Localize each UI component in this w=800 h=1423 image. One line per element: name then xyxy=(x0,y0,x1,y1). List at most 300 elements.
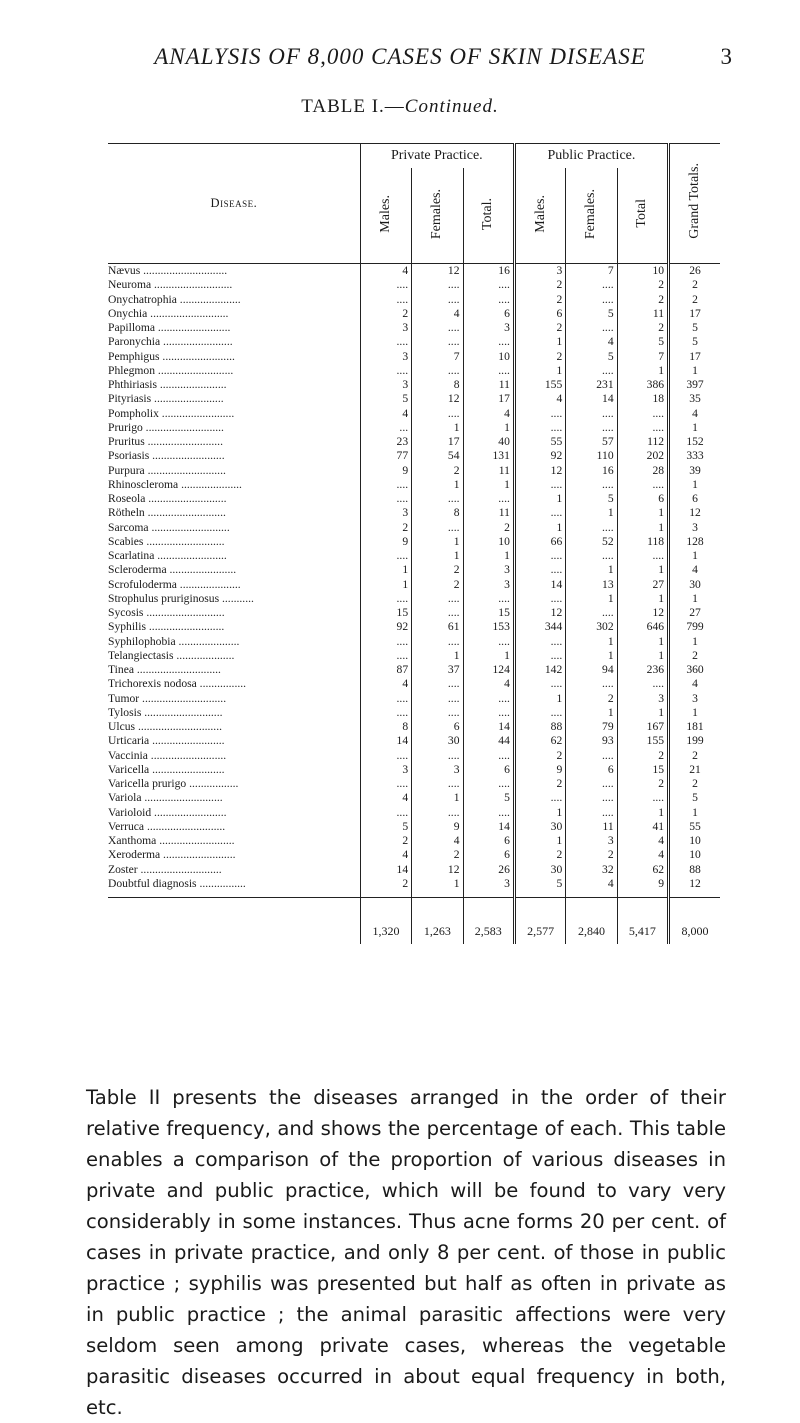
private-males-cell: 3 xyxy=(360,506,411,520)
public-males-cell: 62 xyxy=(514,734,565,748)
private-males-cell: 4 xyxy=(360,848,411,862)
private-total-cell: 4 xyxy=(463,407,514,421)
disease-name: Scleroderma ....................... xyxy=(108,563,237,577)
public-females-cell: 16 xyxy=(566,464,617,478)
public-males-cell: 142 xyxy=(514,663,565,677)
grand-total-cell: 12 xyxy=(669,877,720,891)
disease-name: Nævus ............................. xyxy=(108,264,228,278)
private-total-cell: .... xyxy=(463,706,514,720)
private-females-cell: 12 xyxy=(412,392,463,406)
private-males-cell: ... xyxy=(360,421,411,435)
disease-name: Roseola ........................... xyxy=(108,492,227,506)
public-females-cell: .... xyxy=(566,321,617,335)
public-males-cell: 2 xyxy=(514,350,565,364)
private-males-cell: 1 xyxy=(360,563,411,577)
private-females-cell: 2 xyxy=(412,464,463,478)
disease-table xyxy=(108,143,720,944)
public-females-cell: 231 xyxy=(566,378,617,392)
private-females-cell: 1 xyxy=(412,535,463,549)
table-row xyxy=(108,578,720,592)
public-females-cell: 1 xyxy=(566,706,617,720)
private-total-cell: 4 xyxy=(463,677,514,691)
private-total-cell: 1 xyxy=(463,478,514,492)
private-females-cell: .... xyxy=(412,749,463,763)
public-females-cell: 7 xyxy=(566,264,617,279)
private-females-cell: 2 xyxy=(412,578,463,592)
private-males-cell: 4 xyxy=(360,407,411,421)
table-row xyxy=(108,464,720,478)
private-females-cell: 1 xyxy=(412,791,463,805)
table-row xyxy=(108,791,720,805)
public-females-cell: 5 xyxy=(566,492,617,506)
public-males-cell: 9 xyxy=(514,763,565,777)
private-females-cell: 2 xyxy=(412,848,463,862)
public-total-cell: 2 xyxy=(617,293,668,307)
grand-total-cell: 3 xyxy=(669,692,720,706)
public-females-cell: 3 xyxy=(566,834,617,848)
grand-total-cell: 17 xyxy=(669,307,720,321)
private-males-cell: 3 xyxy=(360,378,411,392)
grand-total-cell: 360 xyxy=(669,663,720,677)
public-females-cell: 1 xyxy=(566,649,617,663)
private-total-cell: 6 xyxy=(463,848,514,862)
public-total-cell: 2 xyxy=(617,749,668,763)
private-total-cell: 17 xyxy=(463,392,514,406)
private-total-cell: 26 xyxy=(463,863,514,877)
disease-name: Xanthoma .......................... xyxy=(108,834,235,848)
public-males-cell: 30 xyxy=(514,820,565,834)
disease-name: Paronychia ........................ xyxy=(108,335,233,349)
table-row xyxy=(108,649,720,663)
table-row xyxy=(108,506,720,520)
grand-total-cell: 21 xyxy=(669,763,720,777)
private-total-cell: 1 xyxy=(463,649,514,663)
public-females-cell: .... xyxy=(566,521,617,535)
private-females-cell: .... xyxy=(412,321,463,335)
public-females-cell: .... xyxy=(566,749,617,763)
private-females-cell: 8 xyxy=(412,506,463,520)
private-males-cell: .... xyxy=(360,635,411,649)
private-females-cell: 12 xyxy=(412,264,463,279)
grand-total-cell: 2 xyxy=(669,777,720,791)
public-females-cell: 1 xyxy=(566,506,617,520)
table-row xyxy=(108,763,720,777)
grand-total-cell: 4 xyxy=(669,407,720,421)
grand-total-cell: 6 xyxy=(669,492,720,506)
disease-name: Rötheln ........................... xyxy=(108,506,226,520)
grand-total-cell: 10 xyxy=(669,834,720,848)
public-total-cell: 1 xyxy=(617,563,668,577)
private-total-cell: 14 xyxy=(463,820,514,834)
table-row xyxy=(108,635,720,649)
private-males-cell: 92 xyxy=(360,620,411,634)
public-total-cell: 1 xyxy=(617,521,668,535)
private-females-cell: .... xyxy=(412,293,463,307)
private-total-cell: 1 xyxy=(463,549,514,563)
public-males-cell: 1 xyxy=(514,806,565,820)
disease-name: Syphilis .......................... xyxy=(108,620,225,634)
public-males-cell: .... xyxy=(514,478,565,492)
private-total-cell: .... xyxy=(463,692,514,706)
grand-total-total: 8,000 xyxy=(669,898,720,945)
disease-name: Ulcus ............................. xyxy=(108,720,223,734)
public-males-cell: 14 xyxy=(514,578,565,592)
private-females-cell: 1 xyxy=(412,649,463,663)
private-total-cell: 14 xyxy=(463,720,514,734)
public-total-cell: 1 xyxy=(617,806,668,820)
table-row xyxy=(108,606,720,620)
disease-name: Varicella prurigo ................. xyxy=(108,777,239,791)
public-males-cell: .... xyxy=(514,706,565,720)
disease-name: Trichorexis nodosa ................ xyxy=(108,677,247,691)
public-total-cell: .... xyxy=(617,677,668,691)
grand-total-cell: 333 xyxy=(669,449,720,463)
public-males-cell: 1 xyxy=(514,692,565,706)
public-males-cell: 4 xyxy=(514,392,565,406)
public-males-cell: .... xyxy=(514,649,565,663)
public-females-cell: 14 xyxy=(566,392,617,406)
private-females-cell: .... xyxy=(412,492,463,506)
private-total-cell: .... xyxy=(463,335,514,349)
grand-totals-label: Grand Totals. xyxy=(687,163,703,239)
public-females-cell: 11 xyxy=(566,820,617,834)
page-number: 3 xyxy=(720,44,732,69)
private-males-cell: 87 xyxy=(360,663,411,677)
private-females-cell: .... xyxy=(412,706,463,720)
public-total-cell: .... xyxy=(617,478,668,492)
private-females-cell: .... xyxy=(412,606,463,620)
private-total-cell: .... xyxy=(463,492,514,506)
disease-name: Zoster ............................ xyxy=(108,862,222,876)
disease-name: Rhinoscleroma ..................... xyxy=(108,477,242,491)
public-males-cell: 344 xyxy=(514,620,565,634)
public-males-cell: .... xyxy=(514,635,565,649)
public-females-cell: 52 xyxy=(566,535,617,549)
disease-name: Pityriasis ........................ xyxy=(108,392,224,406)
public-males-cell: .... xyxy=(514,549,565,563)
public-females-cell: .... xyxy=(566,806,617,820)
private-total-cell: 5 xyxy=(463,791,514,805)
public-males-cell: 2 xyxy=(514,848,565,862)
public-females-cell: 5 xyxy=(566,307,617,321)
disease-name: Purpura ........................... xyxy=(108,463,226,477)
public-females-cell: 57 xyxy=(566,435,617,449)
table-row xyxy=(108,293,720,307)
grand-total-cell: 2 xyxy=(669,749,720,763)
private-females-cell: .... xyxy=(412,364,463,378)
grand-total-cell: 3 xyxy=(669,521,720,535)
private-males-cell: 4 xyxy=(360,264,411,279)
table-title-continued: Continued. xyxy=(404,96,499,117)
public-females-cell: 2 xyxy=(566,848,617,862)
table-row xyxy=(108,820,720,834)
private-males-cell: 5 xyxy=(360,392,411,406)
public-total-cell: 155 xyxy=(617,734,668,748)
private-total-cell: 2 xyxy=(463,521,514,535)
private-females-total: 1,263 xyxy=(412,898,463,945)
public-males-cell: .... xyxy=(514,421,565,435)
grand-total-cell: 27 xyxy=(669,606,720,620)
table-row xyxy=(108,692,720,706)
grand-total-cell: 799 xyxy=(669,620,720,634)
private-total-cell: 6 xyxy=(463,834,514,848)
private-total-cell: 153 xyxy=(463,620,514,634)
public-males-cell: 3 xyxy=(514,264,565,279)
private-males-cell: 14 xyxy=(360,863,411,877)
private-females-cell: 3 xyxy=(412,763,463,777)
disease-name: Scarlatina ........................ xyxy=(108,549,227,563)
private-males-cell: 4 xyxy=(360,677,411,691)
public-total-cell: 386 xyxy=(617,378,668,392)
private-females-cell: .... xyxy=(412,592,463,606)
disease-name: Scrofuloderma ..................... xyxy=(108,577,241,591)
public-males-total: 2,577 xyxy=(514,898,565,945)
public-males-cell: 12 xyxy=(514,606,565,620)
public-total-cell: 1 xyxy=(617,706,668,720)
public-total-cell: 1 xyxy=(617,635,668,649)
public-total-cell: 27 xyxy=(617,578,668,592)
private-females-cell: .... xyxy=(412,521,463,535)
public-females-cell: .... xyxy=(566,407,617,421)
table-row xyxy=(108,749,720,763)
private-total-cell: 11 xyxy=(463,506,514,520)
private-females-header xyxy=(412,168,463,264)
table-row xyxy=(108,492,720,506)
private-total-cell: .... xyxy=(463,364,514,378)
public-total-cell: 7 xyxy=(617,350,668,364)
public-total-cell: 646 xyxy=(617,620,668,634)
private-total-label: Total. xyxy=(480,197,496,230)
private-females-cell: 2 xyxy=(412,563,463,577)
private-males-cell: .... xyxy=(360,293,411,307)
public-females-cell: 302 xyxy=(566,620,617,634)
private-total-cell: 11 xyxy=(463,464,514,478)
private-total-cell: 3 xyxy=(463,563,514,577)
public-total-cell: 236 xyxy=(617,663,668,677)
private-males-total: 1,320 xyxy=(360,898,411,945)
public-females-cell: 4 xyxy=(566,877,617,891)
disease-name: Vaccinia .......................... xyxy=(108,748,227,762)
disease-name: Phlegmon .......................... xyxy=(108,363,234,377)
private-total-cell: .... xyxy=(463,635,514,649)
grand-total-cell: 55 xyxy=(669,820,720,834)
grand-total-cell: 1 xyxy=(669,364,720,378)
public-females-cell: .... xyxy=(566,278,617,292)
table-row xyxy=(108,335,720,349)
public-total-cell: 1 xyxy=(617,649,668,663)
private-males-cell: 23 xyxy=(360,435,411,449)
grand-total-cell: 2 xyxy=(669,649,720,663)
public-females-cell: 5 xyxy=(566,350,617,364)
table-row xyxy=(108,877,720,891)
table-row xyxy=(108,663,720,677)
public-males-cell: 2 xyxy=(514,777,565,791)
running-title: ANALYSIS OF 8,000 CASES OF SKIN DISEASE xyxy=(154,44,646,69)
private-females-cell: 4 xyxy=(412,307,463,321)
public-males-cell: .... xyxy=(514,592,565,606)
public-total-cell: 5 xyxy=(617,335,668,349)
private-males-cell: .... xyxy=(360,777,411,791)
grand-total-cell: 4 xyxy=(669,563,720,577)
private-males-cell: 2 xyxy=(360,877,411,891)
disease-name: Xeroderma ......................... xyxy=(108,848,236,862)
public-total-cell: .... xyxy=(617,421,668,435)
public-total-cell: 62 xyxy=(617,863,668,877)
public-females-label: Females. xyxy=(583,188,599,239)
public-males-cell: .... xyxy=(514,407,565,421)
public-males-cell: 2 xyxy=(514,278,565,292)
public-males-cell: .... xyxy=(514,506,565,520)
public-total-cell: 18 xyxy=(617,392,668,406)
public-males-cell: 1 xyxy=(514,364,565,378)
public-males-cell: .... xyxy=(514,563,565,577)
public-total-cell: .... xyxy=(617,549,668,563)
table-row xyxy=(108,350,720,364)
private-total-cell: 6 xyxy=(463,763,514,777)
private-total-cell: .... xyxy=(463,777,514,791)
public-females-cell: 13 xyxy=(566,578,617,592)
table-title-main: TABLE I.— xyxy=(301,96,405,117)
public-males-cell: 66 xyxy=(514,535,565,549)
private-males-cell: .... xyxy=(360,749,411,763)
disease-name: Verruca ........................... xyxy=(108,819,226,833)
public-females-header xyxy=(566,168,617,264)
private-total-cell: 131 xyxy=(463,449,514,463)
public-females-cell: .... xyxy=(566,549,617,563)
private-males-cell: .... xyxy=(360,706,411,720)
private-total-header xyxy=(463,168,514,264)
public-males-cell: 6 xyxy=(514,307,565,321)
disease-name: Neuroma ........................... xyxy=(108,278,233,292)
grand-total-cell: 152 xyxy=(669,435,720,449)
disease-name: Syphilophobia ..................... xyxy=(108,634,240,648)
public-males-cell: 155 xyxy=(514,378,565,392)
private-males-cell: 2 xyxy=(360,521,411,535)
public-females-cell: .... xyxy=(566,421,617,435)
private-females-cell: .... xyxy=(412,635,463,649)
public-females-cell: 1 xyxy=(566,592,617,606)
public-total-cell: .... xyxy=(617,407,668,421)
private-males-cell: 3 xyxy=(360,350,411,364)
disease-name: Pompholix ......................... xyxy=(108,406,235,420)
private-total-cell: .... xyxy=(463,592,514,606)
table-row xyxy=(108,521,720,535)
private-females-cell: 6 xyxy=(412,720,463,734)
grand-total-cell: 1 xyxy=(669,635,720,649)
public-females-cell: 1 xyxy=(566,563,617,577)
public-females-cell: .... xyxy=(566,777,617,791)
private-total-cell: 124 xyxy=(463,663,514,677)
totals-row xyxy=(108,898,720,945)
grand-total-cell: 39 xyxy=(669,464,720,478)
private-females-cell: .... xyxy=(412,335,463,349)
public-females-cell: .... xyxy=(566,293,617,307)
disease-name: Scabies ........................... xyxy=(108,534,225,548)
public-total-cell: 28 xyxy=(617,464,668,478)
public-females-cell: 6 xyxy=(566,763,617,777)
public-males-cell: 2 xyxy=(514,321,565,335)
private-males-cell: 2 xyxy=(360,834,411,848)
grand-total-cell: 128 xyxy=(669,535,720,549)
private-males-cell: .... xyxy=(360,492,411,506)
public-males-cell: 2 xyxy=(514,293,565,307)
public-males-cell: 1 xyxy=(514,834,565,848)
table-row xyxy=(108,378,720,392)
private-males-cell: 4 xyxy=(360,791,411,805)
disease-name: Telangiectasis .................... xyxy=(108,648,235,662)
public-total-cell: 118 xyxy=(617,535,668,549)
grand-total-cell: 17 xyxy=(669,350,720,364)
private-males-cell: 9 xyxy=(360,464,411,478)
disease-name: Doubtful diagnosis ................ xyxy=(108,876,246,890)
disease-table-container xyxy=(108,143,720,944)
private-males-cell: 14 xyxy=(360,734,411,748)
disease-name: Varicella ......................... xyxy=(108,762,225,776)
disease-name: Variola ........................... xyxy=(108,791,223,805)
disease-name: Tylosis ........................... xyxy=(108,705,223,719)
disease-name: Onychatrophia ..................... xyxy=(108,292,241,306)
grand-total-cell: 5 xyxy=(669,335,720,349)
private-males-label: Males. xyxy=(377,194,393,233)
disease-name: Tumor ............................. xyxy=(108,691,227,705)
public-females-cell: .... xyxy=(566,364,617,378)
grand-total-cell: 1 xyxy=(669,592,720,606)
public-total-cell: 11 xyxy=(617,307,668,321)
table-row xyxy=(108,278,720,292)
private-males-cell: 15 xyxy=(360,606,411,620)
private-females-cell: 7 xyxy=(412,350,463,364)
public-males-cell: .... xyxy=(514,677,565,691)
private-females-cell: 1 xyxy=(412,549,463,563)
table-title xyxy=(0,96,800,118)
public-total-cell: .... xyxy=(617,791,668,805)
table-row xyxy=(108,435,720,449)
table-row xyxy=(108,620,720,634)
public-total-cell: 2 xyxy=(617,321,668,335)
table-row xyxy=(108,834,720,848)
private-practice-header: Private Practice. xyxy=(360,144,514,168)
public-total-cell: 202 xyxy=(617,449,668,463)
public-females-cell: 110 xyxy=(566,449,617,463)
private-total-cell: 11 xyxy=(463,378,514,392)
table-row xyxy=(108,535,720,549)
private-total-cell: .... xyxy=(463,293,514,307)
table-row xyxy=(108,307,720,321)
table-row xyxy=(108,392,720,406)
public-males-cell: 1 xyxy=(514,492,565,506)
body-paragraph: Table II presents the diseases arranged in the order of their relative frequency, and shows the percentage of each. This table enables a comparison of the proportion of various diseases in private and public practice, which will be found to vary very considerably in some instances. Thus acne forms 20 per cent. of cases in private practice, and only 8 per cent. of those in public practice ; syphilis was presented but half as often in private as in public practice ; the animal parasitic affections were very seldom seen among private cases, whereas the vegetable parasitic diseases occurred in about equal frequency in both, etc. xyxy=(86,1085,726,1419)
public-males-header xyxy=(514,168,565,264)
public-total-header xyxy=(617,168,668,264)
table-row xyxy=(108,734,720,748)
table-row xyxy=(108,321,720,335)
public-females-cell: 79 xyxy=(566,720,617,734)
private-males-cell: 5 xyxy=(360,820,411,834)
public-total-cell: 167 xyxy=(617,720,668,734)
grand-total-cell: 12 xyxy=(669,506,720,520)
grand-total-cell: 35 xyxy=(669,392,720,406)
grand-total-cell: 2 xyxy=(669,278,720,292)
public-males-cell: 92 xyxy=(514,449,565,463)
public-males-cell: 88 xyxy=(514,720,565,734)
public-males-label: Males. xyxy=(532,194,548,233)
table-row xyxy=(108,677,720,691)
public-total-total: 5,417 xyxy=(617,898,668,945)
public-total-cell: 3 xyxy=(617,692,668,706)
private-females-cell: 17 xyxy=(412,435,463,449)
private-total-cell: 10 xyxy=(463,350,514,364)
private-total-cell: 3 xyxy=(463,578,514,592)
